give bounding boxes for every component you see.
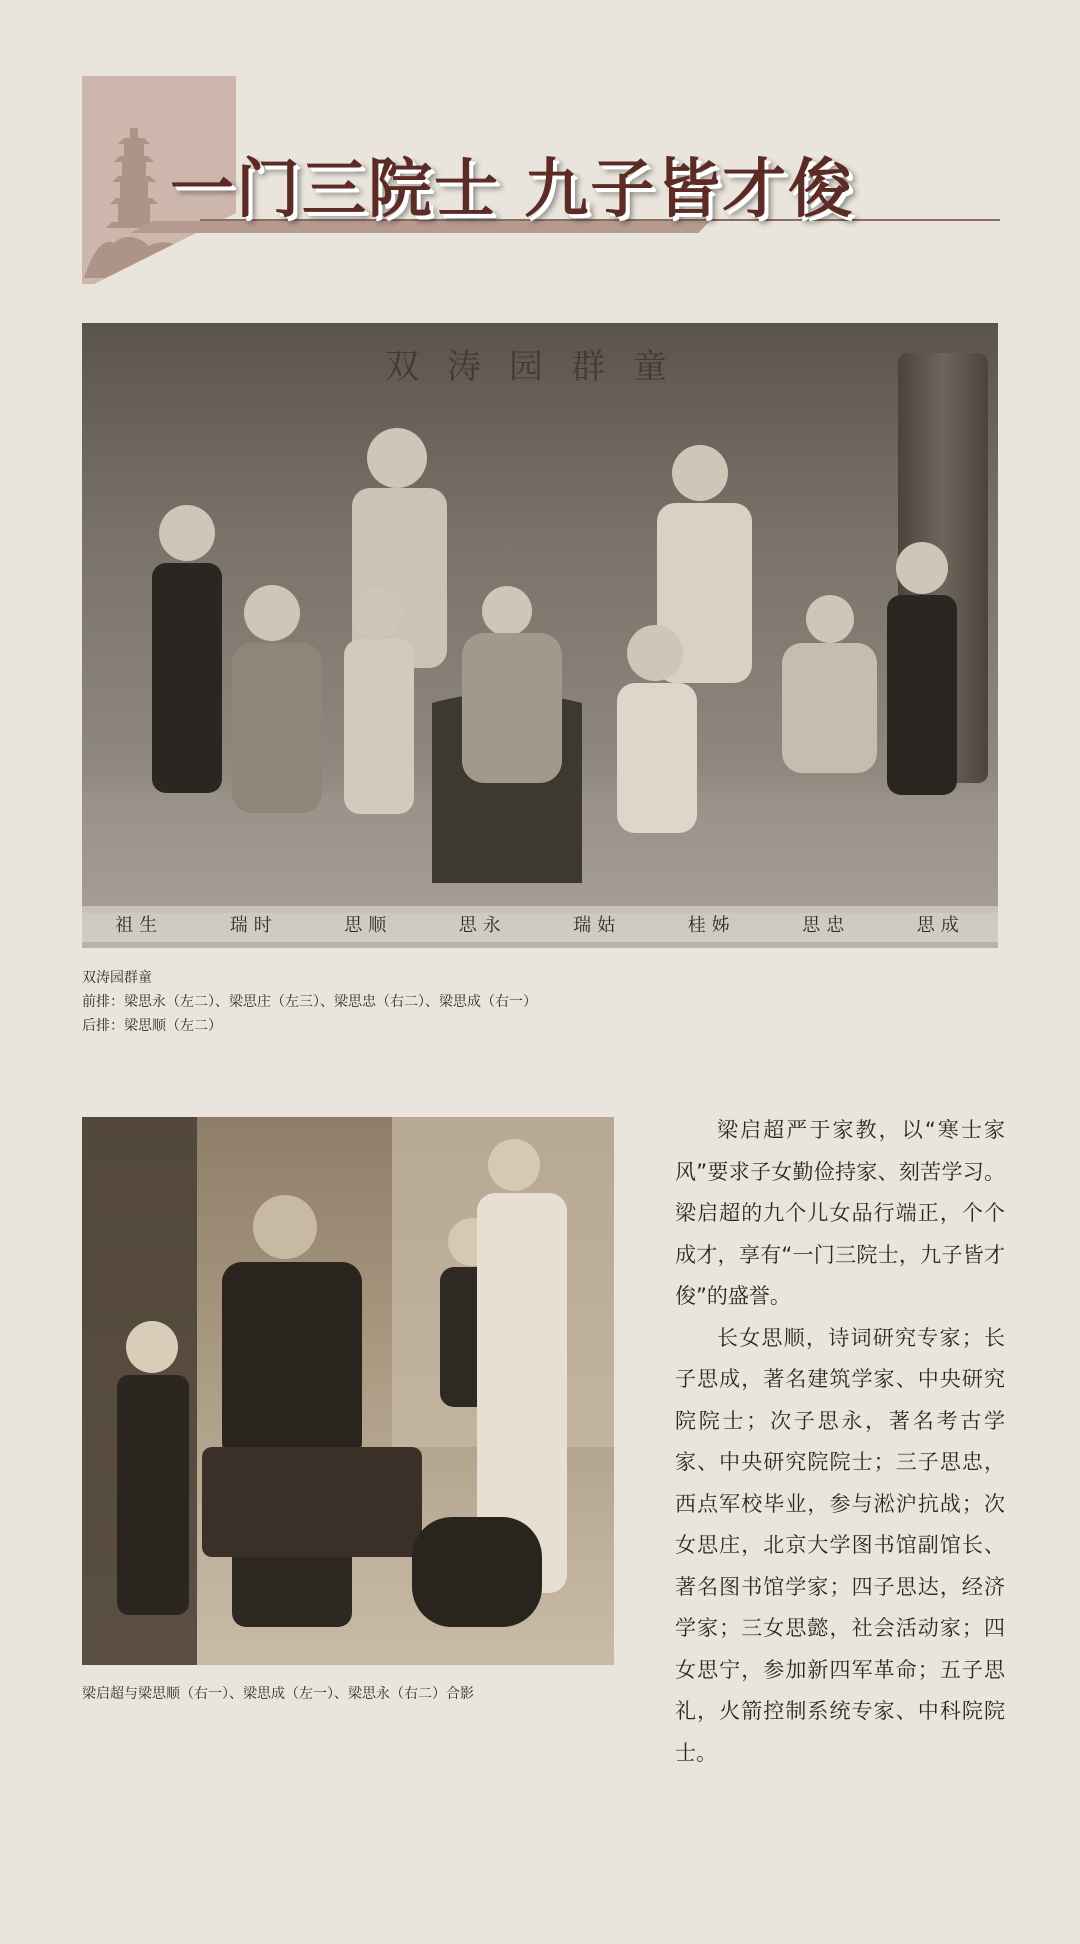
- photo-name: 桂姊: [687, 915, 736, 936]
- body-paragraph-1: 梁启超严于家教，以“寒士家风”要求子女勤俭持家、刻苦学习。梁启超的九个儿女品行端正，个个成才，享有“一门三院士，九子皆才俊”的盛誉。: [675, 1118, 1005, 1308]
- caption-front-row: 前排：梁思永（左二）、梁思庄（左三）、梁思忠（右二）、梁思成（右一）: [82, 994, 537, 1010]
- family-portrait-photo: [82, 1117, 614, 1665]
- page-title: 一门三院士 九子皆才俊: [170, 153, 855, 227]
- photo-banner-text: 双涛园群童: [385, 347, 695, 387]
- photo-name: 思顺: [344, 915, 393, 936]
- caption-title: 双涛园群童: [82, 970, 152, 986]
- photo-name: 瑞时: [229, 915, 278, 936]
- photo-name: 祖生: [115, 915, 164, 936]
- photo-name: 思永: [458, 915, 507, 936]
- body-paragraph-2: 长女思顺，诗词研究专家；长子思成，著名建筑学家、中央研究院院士；次子思永，著名考古学家、中央研究院院士；三子思忠，西点军校毕业，参与淞沪抗战；次女思庄，北京大学图书馆副馆长、著名图书馆学家；四子思达，经济学家；三女思懿，社会活动家；四女思宁，参加新四军革命；五子思礼，火箭控制系统专家、中科院院士。: [675, 1325, 1005, 1765]
- portrait-figures: [82, 1117, 614, 1665]
- photo-name: 瑞姑: [573, 915, 622, 936]
- body-text: [675, 1110, 1005, 1774]
- photo-name: 思忠: [802, 915, 851, 936]
- caption-back-row: 后排：梁思顺（左二）: [82, 1018, 222, 1034]
- group-photo-children: [82, 323, 998, 948]
- photo2-caption: 梁启超与梁思顺（右一）、梁思成（左一）、梁思永（右二）合影: [82, 1686, 474, 1702]
- children-figures: [82, 323, 998, 948]
- photo1-caption: [82, 966, 537, 1038]
- photo-name: 思成: [916, 915, 965, 936]
- photo-names-strip: [82, 906, 998, 942]
- page-header: [0, 0, 1080, 300]
